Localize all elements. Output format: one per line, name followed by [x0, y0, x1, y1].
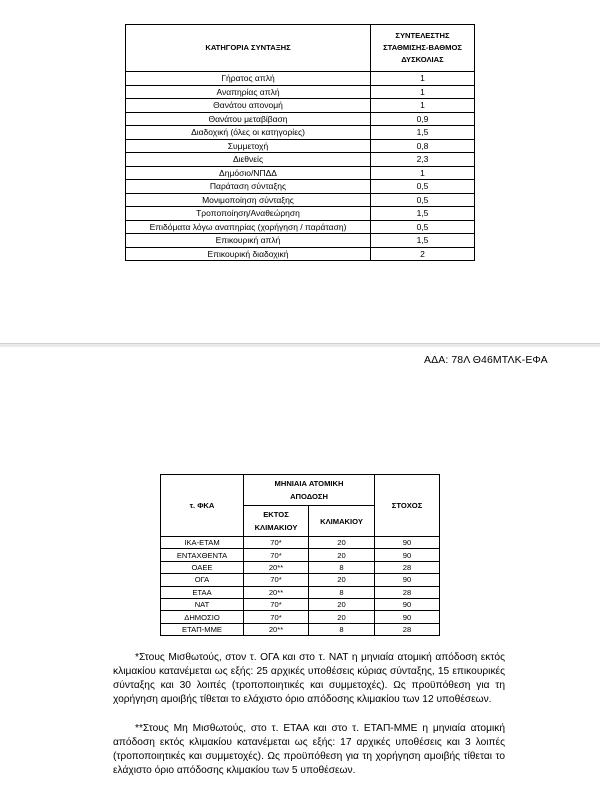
table-row — [126, 139, 475, 153]
outside-header-line: ΕΚΤΟΣ — [263, 510, 289, 519]
coefficient-cell: 2 — [371, 247, 475, 261]
table-header-row — [161, 475, 440, 506]
outside-scale-cell: 70* — [244, 549, 309, 561]
footnote-salaried: *Στους Μισθωτούς, στον τ. ΟΓΑ και στο τ. ΝΑΤ η μηνιαία ατομική απόδοση εκτός κλιμακίου κατανέμεται ως εξής: 25 αρχικές υποθέσεις κύριας σύνταξης, 15 επικουρικές σύνταξης και 30 λοιπές (τροποποιητικές και συμμετοχές). Ως προϋπόθεση για τη χορήγηση αμοιβής τίθεται το ελάχιστο όριο απόδοσης κλιμακίου των 12 υποθέσεων. — [113, 652, 505, 705]
scale-cell: 8 — [309, 561, 375, 573]
fund-cell: ΟΑΕΕ — [161, 561, 244, 573]
coefficient-cell: 0,5 — [371, 180, 475, 194]
table-row — [126, 99, 475, 113]
category-column-header: ΚΑΤΗΓΟΡΙΑ ΣΥΝΤΑΞΗΣ — [126, 25, 371, 72]
coefficient-cell: 1 — [371, 99, 475, 113]
category-cell: Δημόσιο/ΝΠΔΔ — [126, 166, 371, 180]
fund-cell: ΝΑΤ — [161, 598, 244, 610]
outside-scale-cell: 20** — [244, 623, 309, 635]
category-cell: Θανάτου μεταβίβαση — [126, 112, 371, 126]
category-cell: Διεθνείς — [126, 153, 371, 167]
scale-cell: 20 — [309, 598, 375, 610]
category-cell: Γήρατος απλή — [126, 72, 371, 86]
outside-scale-cell: 20** — [244, 586, 309, 598]
target-cell: 90 — [375, 574, 440, 586]
monthly-performance-table — [160, 474, 440, 636]
category-cell: Συμμετοχή — [126, 139, 371, 153]
coefficient-cell: 1,5 — [371, 234, 475, 248]
table-row — [126, 207, 475, 221]
coefficient-cell: 1,5 — [371, 126, 475, 140]
scale-cell: 20 — [309, 549, 375, 561]
fund-column-header: τ. ΦΚΑ — [161, 475, 244, 537]
coefficient-cell: 1 — [371, 85, 475, 99]
coefficient-cell: 1,5 — [371, 207, 475, 221]
category-cell: Μονιμοποίηση σύνταξης — [126, 193, 371, 207]
table-row — [126, 112, 475, 126]
category-cell: Αναπηρίας απλή — [126, 85, 371, 99]
footnote-non-salaried: **Στους Μη Μισθωτούς, στο τ. ΕΤΑΑ και στο τ. ΕΤΑΠ-ΜΜΕ η μηνιαία ατομική απόδοση εκτός κλιμακίου κατανέμεται ως εξής: 17 αρχικές υποθέσεις και 3 λοιπές (τροποποιητικές και συμμετοχές). Ως προϋπόθεση για τη χορήγηση αμοιβής τίθεται το ελάχιστο όριο απόδοσης κλιμακίου των 5 υποθέσεων. — [113, 723, 505, 776]
pension-category-weights-table — [125, 24, 475, 261]
table-row — [161, 598, 440, 610]
table-row — [161, 537, 440, 549]
table-row — [126, 247, 475, 261]
target-column-header: ΣΤΟΧΟΣ — [375, 475, 440, 537]
outside-scale-column-header — [244, 506, 309, 537]
coefficient-cell: 0,5 — [371, 193, 475, 207]
coefficient-header-line: ΣΥΝΤΕΛΕΣΤΗΣ — [395, 31, 450, 40]
category-cell: Παράταση σύνταξης — [126, 180, 371, 194]
target-cell: 28 — [375, 623, 440, 635]
category-cell: Τροποποίηση/Αναθεώρηση — [126, 207, 371, 221]
outside-header-line: ΚΛΙΜΑΚΙΟΥ — [254, 523, 298, 532]
fund-cell: ΕΝΤΑΧΘΕΝΤΑ — [161, 549, 244, 561]
target-cell: 90 — [375, 549, 440, 561]
fund-cell: ΟΓΑ — [161, 574, 244, 586]
table-row — [161, 574, 440, 586]
table-row — [161, 549, 440, 561]
ada-identifier: ΑΔΑ: 78Λ Θ46ΜΤΛΚ-ΕΦΑ — [424, 354, 548, 366]
table-row — [126, 166, 475, 180]
category-cell: Διαδοχική (όλες οι κατηγορίες) — [126, 126, 371, 140]
table-row — [126, 72, 475, 86]
fund-cell: ΕΤΑΠ-ΜΜΕ — [161, 623, 244, 635]
monthly-header-line: ΜΗΝΙΑΙΑ ΑΤΟΜΙΚΗ — [274, 479, 344, 488]
category-cell: Θανάτου απονομή — [126, 99, 371, 113]
table-row — [126, 85, 475, 99]
scale-cell: 8 — [309, 586, 375, 598]
table-row — [161, 611, 440, 623]
target-cell: 90 — [375, 537, 440, 549]
outside-scale-cell: 70* — [244, 598, 309, 610]
scale-cell: 20 — [309, 574, 375, 586]
table-row — [126, 126, 475, 140]
fund-cell: ΔΗΜΟΣΙΟ — [161, 611, 244, 623]
scale-cell: 20 — [309, 611, 375, 623]
table-row — [161, 561, 440, 573]
scale-cell: 20 — [309, 537, 375, 549]
table-row — [126, 220, 475, 234]
fund-cell: ΙΚΑ-ΕΤΑΜ — [161, 537, 244, 549]
coefficient-cell: 0,9 — [371, 112, 475, 126]
table-row — [161, 623, 440, 635]
scale-cell: 8 — [309, 623, 375, 635]
fund-cell: ΕΤΑΑ — [161, 586, 244, 598]
category-cell: Επιδόματα λόγω αναπηρίας (χορήγηση / παράταση) — [126, 220, 371, 234]
table-row — [126, 180, 475, 194]
scale-column-header: ΚΛΙΜΑΚΙΟΥ — [309, 506, 375, 537]
target-cell: 90 — [375, 598, 440, 610]
category-cell: Επικουρική διαδοχική — [126, 247, 371, 261]
coefficient-cell: 0,8 — [371, 139, 475, 153]
table-header-row — [126, 25, 475, 72]
target-cell: 90 — [375, 611, 440, 623]
table-row — [126, 193, 475, 207]
coefficient-cell: 2,3 — [371, 153, 475, 167]
table-row — [126, 153, 475, 167]
monthly-header-line: ΑΠΟΔΟΣΗ — [290, 492, 328, 501]
coefficient-header-line: ΣΤΑΘΜΙΣΗΣ-ΒΑΘΜΟΣ — [383, 43, 462, 52]
category-cell: Επικουρική απλή — [126, 234, 371, 248]
monthly-performance-header — [244, 475, 375, 506]
target-cell: 28 — [375, 586, 440, 598]
coefficient-header-line: ΔΥΣΚΟΛΙΑΣ — [401, 55, 444, 64]
coefficient-cell: 1 — [371, 72, 475, 86]
coefficient-column-header — [371, 25, 475, 72]
table-row — [126, 234, 475, 248]
target-cell: 28 — [375, 561, 440, 573]
coefficient-cell: 0,5 — [371, 220, 475, 234]
outside-scale-cell: 20** — [244, 561, 309, 573]
outside-scale-cell: 70* — [244, 537, 309, 549]
outside-scale-cell: 70* — [244, 574, 309, 586]
table-row — [161, 586, 440, 598]
coefficient-cell: 1 — [371, 166, 475, 180]
document-page-top — [0, 0, 600, 344]
outside-scale-cell: 70* — [244, 611, 309, 623]
